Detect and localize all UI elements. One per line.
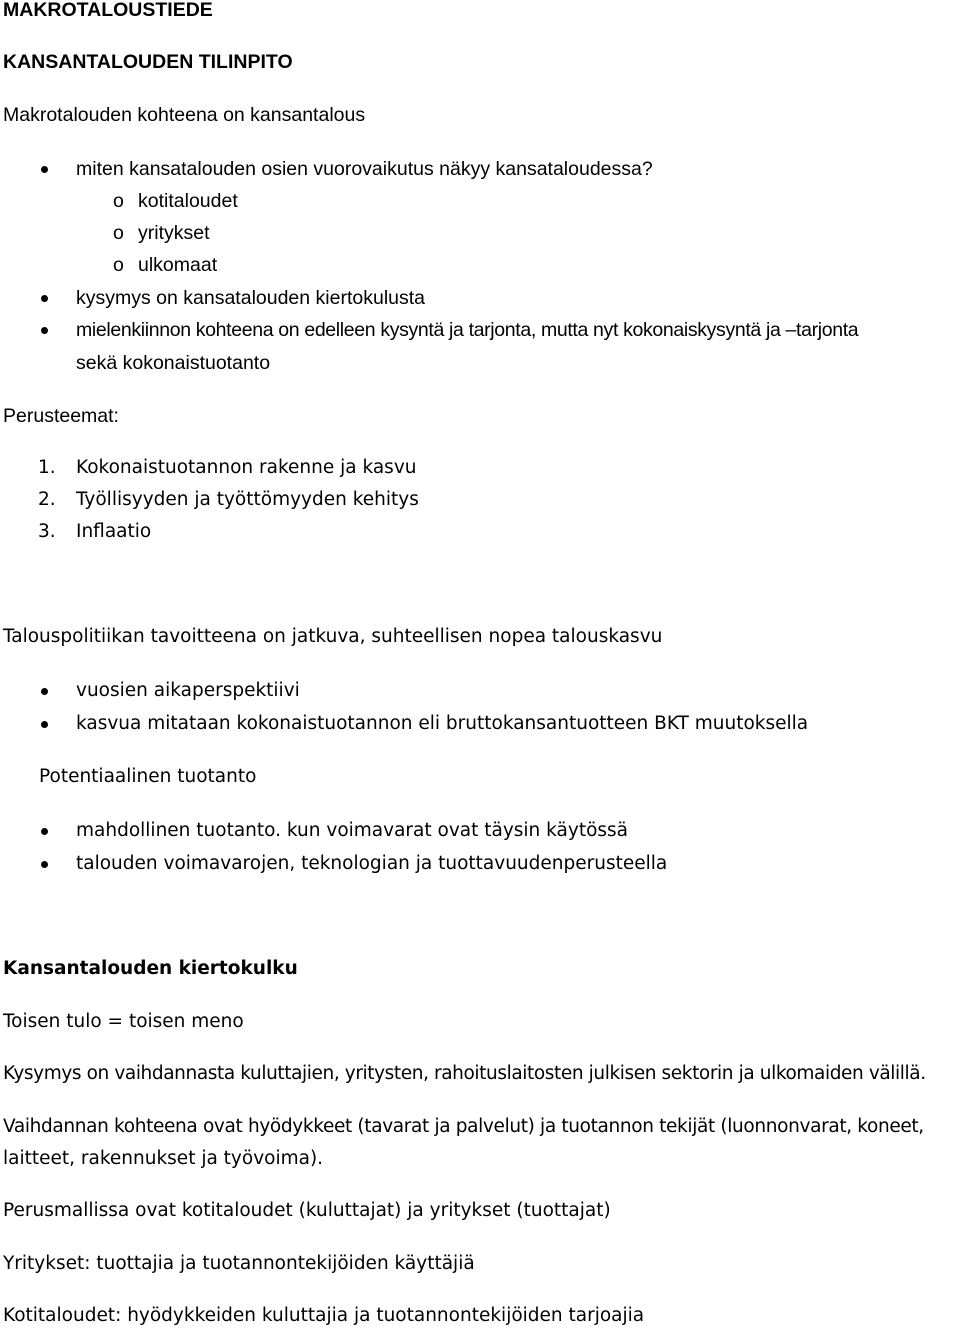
bullet-dot: [41, 295, 48, 302]
list-item: vuosien aikaperspektiivi: [76, 680, 300, 701]
bullet-dot: [41, 861, 48, 868]
sub-bullet-marker: o: [113, 222, 124, 244]
list-number: 3.: [38, 521, 56, 542]
policy-text: Talouspolitiikan tavoitteena on jatkuva, suhteellisen nopea talouskasvu: [3, 626, 663, 647]
paragraph: Yritykset: tuottajia ja tuotannontekijöiden käyttäjiä: [3, 1253, 475, 1274]
section-title: KANSANTALOUDEN TILINPITO: [3, 51, 293, 73]
numbered-item: Kokonaistuotannon rakenne ja kasvu: [76, 457, 417, 478]
list-item-continuation: sekä kokonaistuotanto: [76, 352, 271, 374]
document-title: MAKROTALOUSTIEDE: [3, 0, 213, 21]
bullet-dot: [41, 688, 48, 695]
paragraph-continuation: laitteet, rakennukset ja työvoima).: [3, 1148, 324, 1169]
bullet-dot: [41, 721, 48, 728]
list-item: miten kansatalouden osien vuorovaikutus näkyy kansataloudessa?: [76, 158, 653, 180]
list-item: talouden voimavarojen, teknologian ja tuottavuudenperusteella: [76, 853, 668, 874]
sub-list-item: kotitaloudet: [138, 190, 238, 212]
numbered-item: Inflaatio: [76, 521, 152, 542]
list-number: 2.: [38, 489, 56, 510]
paragraph: Perusmallissa ovat kotitaloudet (kuluttajat) ja yritykset (tuottajat): [3, 1200, 611, 1221]
list-item: mahdollinen tuotanto. kun voimavarat ovat täysin käytössä: [76, 820, 629, 841]
bullet-dot: [41, 166, 48, 173]
numbered-item: Työllisyyden ja työttömyyden kehitys: [76, 489, 419, 510]
paragraph: Kotitaloudet: hyödykkeiden kuluttajia ja tuotannontekijöiden tarjoajia: [3, 1305, 645, 1326]
intro-text: Makrotalouden kohteena on kansantalous: [3, 104, 366, 126]
list-item: kasvua mitataan kokonaistuotannon eli bruttokansantuotteen BKT muutoksella: [76, 713, 809, 734]
sub-list-item: ulkomaat: [138, 254, 218, 276]
paragraph: Kysymys on vaihdannasta kuluttajien, yritysten, rahoituslaitosten julkisen sektorin ja ulkomaiden välillä.: [3, 1063, 926, 1084]
sub-bullet-marker: o: [113, 254, 124, 276]
list-number: 1.: [38, 457, 56, 478]
sub-list-item: yritykset: [138, 222, 210, 244]
bullet-dot: [41, 327, 48, 334]
perusteemat-label: Perusteemat:: [3, 405, 119, 427]
list-item: kysymys on kansatalouden kiertokulusta: [76, 287, 426, 309]
potential-heading: Potentiaalinen tuotanto: [39, 766, 257, 787]
paragraph: Toisen tulo = toisen meno: [3, 1011, 244, 1032]
kiertokulku-heading: Kansantalouden kiertokulku: [3, 958, 298, 979]
sub-bullet-marker: o: [113, 190, 124, 212]
paragraph: Vaihdannan kohteena ovat hyödykkeet (tavarat ja palvelut) ja tuotannon tekijät (luonnonvarat, koneet,: [3, 1116, 924, 1137]
bullet-dot: [41, 828, 48, 835]
list-item: mielenkiinnon kohteena on edelleen kysyntä ja tarjonta, mutta nyt kokonaiskysyntä ja –tarjonta: [76, 319, 859, 341]
